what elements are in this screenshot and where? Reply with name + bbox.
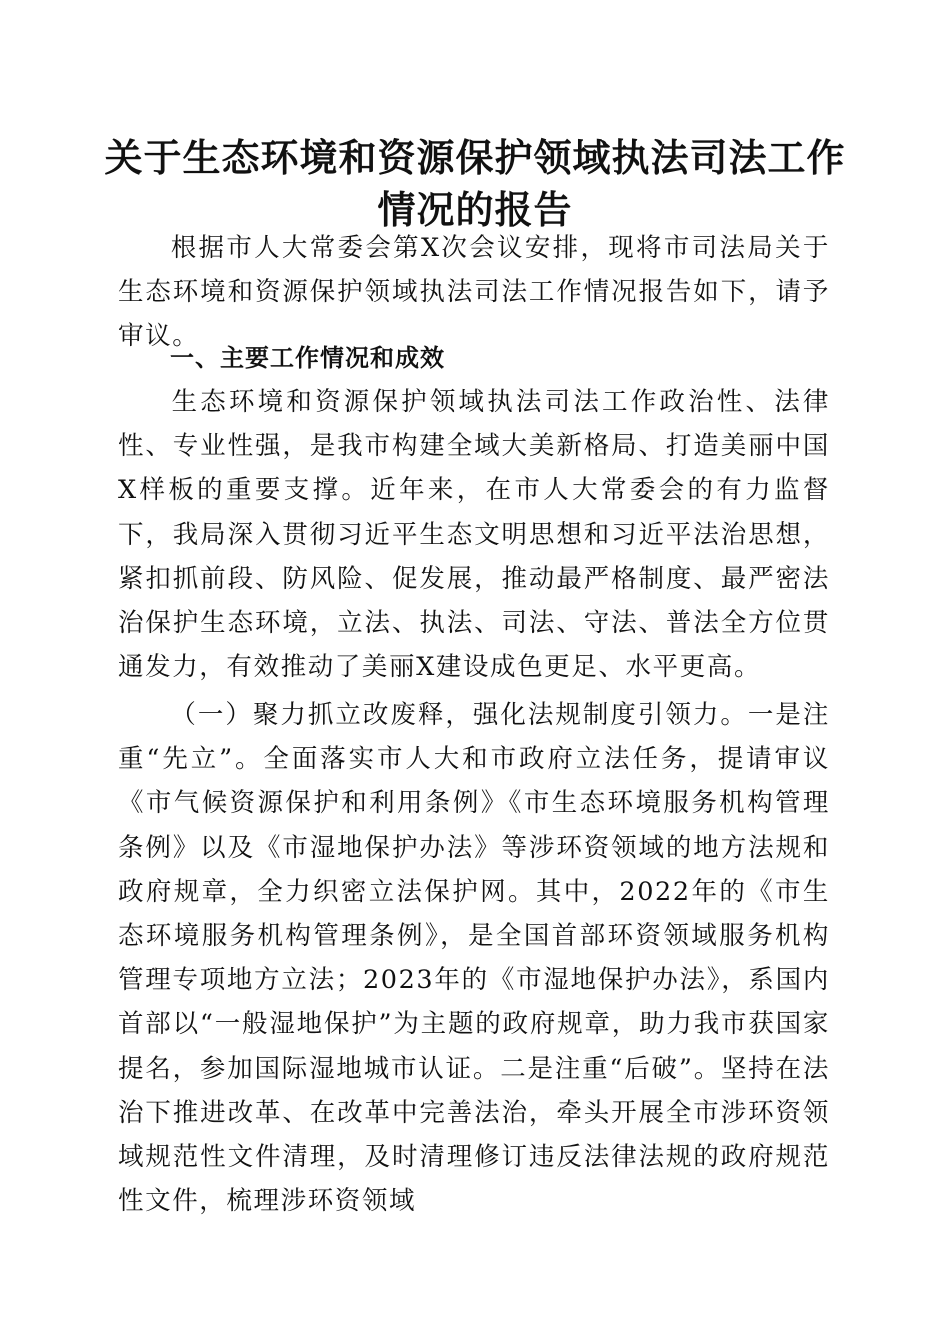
intro-text: 根据市人大常委会第X次会议安排，现将市司法局关于生态环境和资源保护领域执法司法工作情况报告如下，请予审议。 — [118, 233, 830, 352]
section-paragraph-1-text: 生态环境和资源保护领域执法司法工作政治性、法律性、专业性强，是我市构建全域大美新格局、打造美丽中国X样板的重要支撑。近年来，在市人大常委会的有力监督下，我局深入贯彻习近平生态文明思想和习近平法治思想，紧扣抓前段、防风险、促发展，推动最严格制度、最严密法治保护生态环境，立法、执法、司法、守法、普法全方位贯通发力，有效推动了美丽X建设成色更足、水平更高。 — [118, 387, 830, 683]
subsection-heading: （一）聚力抓立改废释，强化法规制度引领力。 — [170, 700, 748, 730]
section-heading: 一、主要工作情况和成效 — [170, 344, 445, 372]
section-paragraph-2-text: 一是注重“先立”。全面落实市人大和市政府立法任务，提请审议《市气候资源保护和利用条例》《市生态环境服务机构管理条例》以及《市湿地保护办法》等涉环资领域的地方法规和政府规章，全力织密立法保护网。其中，2022年的《市生态环境服务机构管理条例》，是全国首部环资领域服务机构管理专项地方立法；2023年的《市湿地保护办法》，系国内首部以“一般湿地保护”为主题的政府规章，助力我市获国家提名，参加国际湿地城市认证。二是注重“后破”。坚持在法治下推进改革、在改革中完善法治，牵头开展全市涉环资领域规范性文件清理，及时清理修订违反法律法规的政府规范性文件，梳理涉环资领域 — [118, 700, 830, 1217]
section-paragraph-1 — [118, 380, 830, 689]
document-title: 关于生态环境和资源保护领域执法司法工作情况的报告 — [104, 135, 846, 232]
section-paragraph-2 — [118, 693, 830, 1223]
